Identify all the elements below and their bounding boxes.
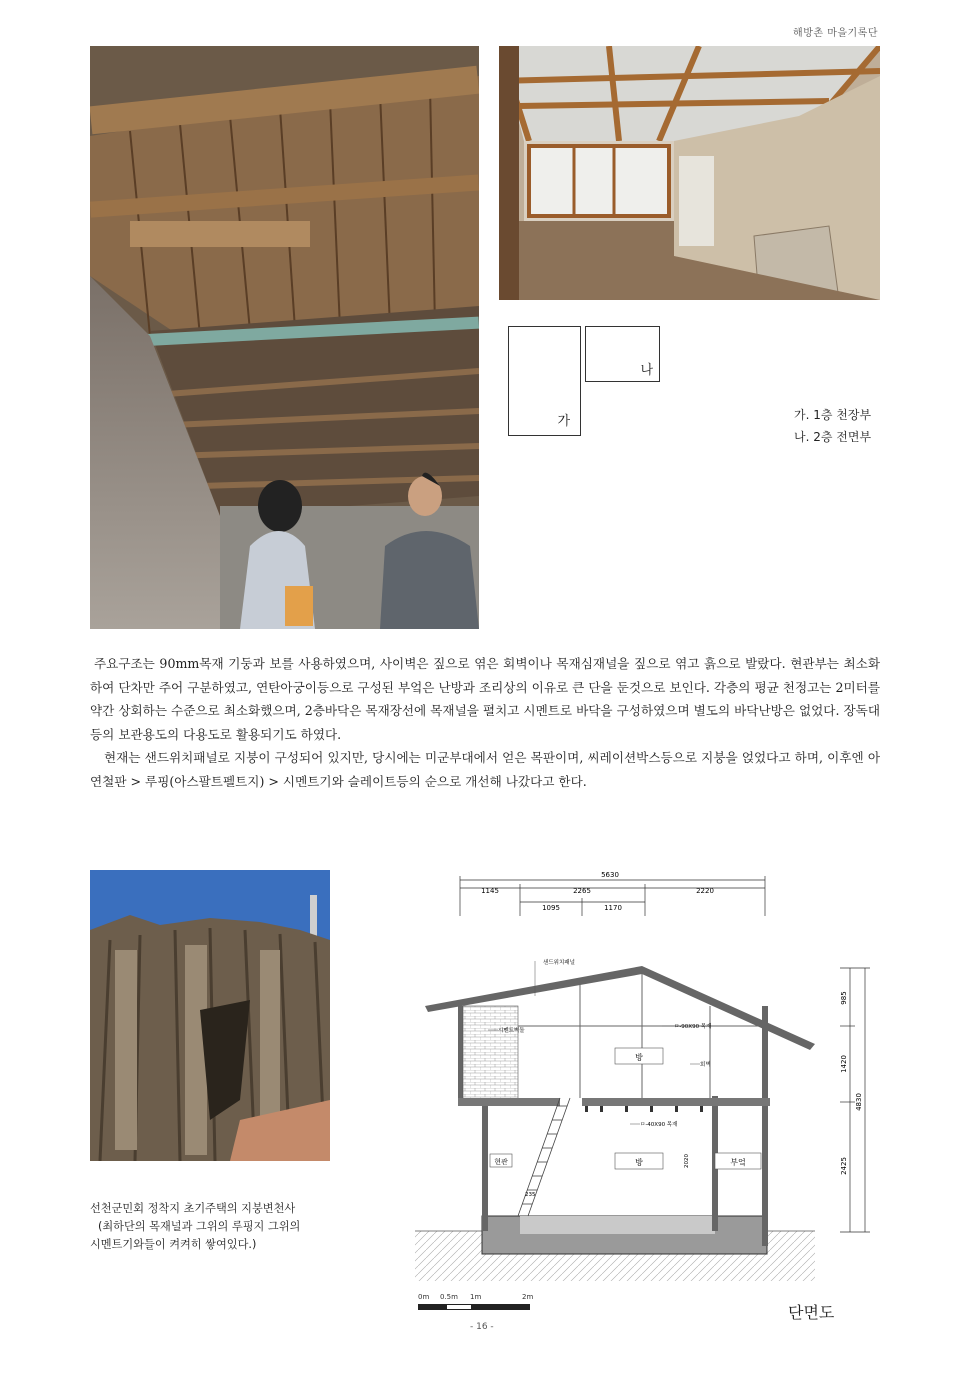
dim-stair: 235 xyxy=(525,1192,536,1198)
photo-roof-icon xyxy=(90,870,330,1161)
key-caption-b: 나. 2층 전면부 xyxy=(794,430,872,444)
dim-v1: 985 xyxy=(840,991,848,1005)
photo-roof xyxy=(90,870,330,1161)
page-number: - 16 - xyxy=(470,1322,494,1332)
dim-c: 2220 xyxy=(696,887,714,895)
photo-caption-line-2: (최하단의 목재널과 그위의 루핑지 그위의 xyxy=(98,1220,301,1233)
photo-ceiling-icon xyxy=(90,46,479,629)
key-box-b-label: 나 xyxy=(640,363,653,378)
dim-a: 1145 xyxy=(481,887,499,895)
photo-caption xyxy=(90,1200,340,1254)
body-paragraph-2: 현재는 샌드위치패널로 지붕이 구성되어 있지만, 당시에는 미군부대에서 얻은 목판이며, 씨레이션박스등으로 지붕을 얹었다고 하며, 이후엔 아연철판 > 루핑(아스팔트펠트지) > 시멘트기와 슬레이트등의 순으로 개선해 나갔다고 한다. xyxy=(90,750,880,789)
scale-label-0: 0m xyxy=(418,1293,430,1301)
photo-caption-line-3: 시멘트기와들이 켜켜히 쌓여있다.) xyxy=(90,1238,257,1251)
dim-total: 5630 xyxy=(601,871,619,879)
room-entry: 현관 xyxy=(494,1158,508,1166)
dim-room-height: 2020 xyxy=(684,1154,690,1168)
body-paragraph-1: 주요구조는 90mm목재 기둥과 보를 사용하였으며, 사이벽은 짚으로 엮은 회벽이나 목재심재널을 짚으로 엮고 흙으로 발랐다. 현관부는 최소화 하여 단차만 주어 구분하였고, 연탄아궁이등으로 구성된 부엌은 난방과 조리상의 이유로 큰 단을 둔것으로 보인다. 각층의 평균 천정고는 2미터를 약간 상회하는 수준으로 최소화했으며, 2층바닥은 목재장선에 목재널을 펼치고 시멘트로 바닥을 구성하였으며 별도의 바닥난방은 없었다. 장독대등의 보관용도의 다용도로 활용되기도 하였다. xyxy=(90,656,880,742)
section-diagram-svg xyxy=(410,866,870,1286)
photo-interior xyxy=(499,46,880,300)
scale-label-1: 1m xyxy=(470,1293,482,1301)
key-box-a-label: 가 xyxy=(557,414,570,429)
scale-seg-2 xyxy=(446,1304,472,1310)
scale-bar xyxy=(418,1293,558,1315)
label-wall: 회벽 xyxy=(700,1062,711,1068)
room-upper: 방 xyxy=(635,1053,643,1062)
dim-e: 1170 xyxy=(604,904,622,912)
photo-ceiling xyxy=(90,46,479,629)
dim-v2: 1420 xyxy=(840,1055,848,1073)
section-diagram xyxy=(410,866,870,1286)
scale-seg-3 xyxy=(472,1304,530,1310)
diagram-title: 단면도 xyxy=(788,1303,835,1322)
photo-interior-icon xyxy=(499,46,880,300)
header-title: 해방촌 마을기록단 xyxy=(793,28,878,39)
scale-label-2: 2m xyxy=(522,1293,534,1301)
room-kitchen: 부엌 xyxy=(730,1158,746,1167)
scale-label-05: 0.5m xyxy=(440,1293,458,1301)
photo-caption-line-1: 선천군민회 정착지 초기주택의 지붕변천사 xyxy=(90,1202,296,1215)
key-box-b xyxy=(585,326,660,382)
dim-b: 2265 xyxy=(573,887,591,895)
key-box-a xyxy=(508,326,581,436)
scale-seg-1 xyxy=(418,1304,446,1310)
dim-vtotal: 4830 xyxy=(855,1093,863,1111)
label-sandwich: 샌드위치패널 xyxy=(543,960,575,966)
label-beam-1: ㅁ-90X90 목재 xyxy=(674,1024,712,1030)
body-text xyxy=(90,652,880,793)
dim-d: 1095 xyxy=(542,904,560,912)
dim-v3: 2425 xyxy=(840,1157,848,1175)
room-lower: 방 xyxy=(635,1158,643,1167)
key-caption-a: 가. 1층 천장부 xyxy=(794,408,872,422)
label-cement: 시멘트벽돌 xyxy=(498,1028,525,1034)
label-beam-2: ㅁ-40X90 목재 xyxy=(640,1122,678,1128)
